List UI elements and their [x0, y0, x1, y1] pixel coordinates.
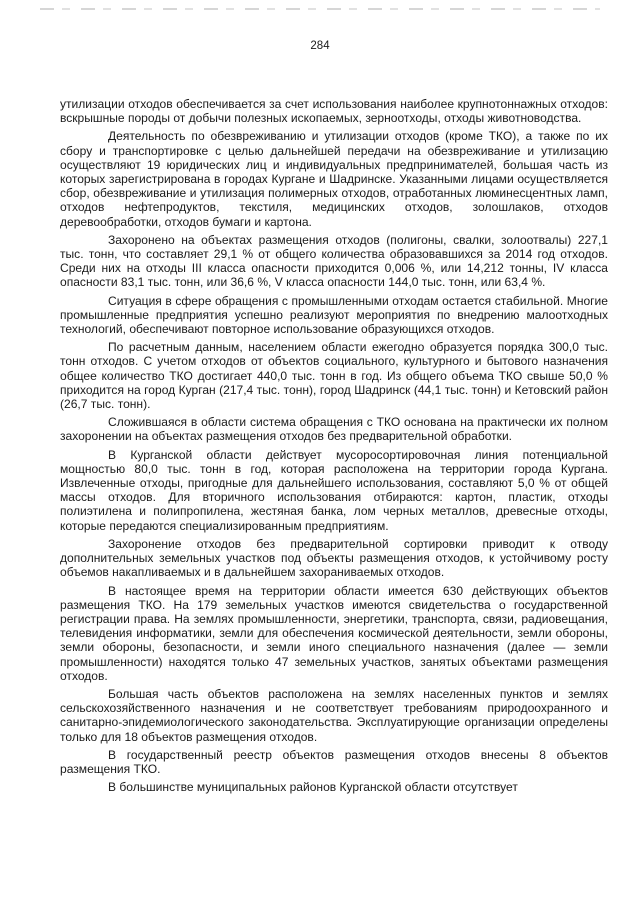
document-body: [60, 97, 608, 798]
paragraph-6: Сложившаяся в области система обращения с ТКО основана на практически их полном захоронении на объектах размещения отходов без предварительной обработки.: [60, 415, 608, 444]
paragraph-8: Захоронение отходов без предварительной сортировки приводит к отводу дополнительных земельных участков под объекты размещения отходов, к устойчивому росту объемов накапливаемых и в дальнейшем захораниваемых отходов.: [60, 536, 608, 580]
paragraph-4: Ситуация в сфере обращения с промышленными отходам остается стабильной. Многие промышленные предприятия успешно реализуют мероприятия по внедрению малоотходных технологий, обеспечивают повторное использование образующихся отходов.: [60, 293, 608, 337]
scan-artifact-line: [40, 8, 600, 10]
paragraph-9: В настоящее время на территории области имеется 630 действующих объектов размещения ТКО. На 179 земельных участков имеются свидетельства о государственной регистрации права. На землях промышленности, энергетики, транспорта, связи, радиовещания, телевидения информатики, земли для обеспечения космической деятельности, земли обороны, земли обороны, безопасности, и земли иного специального назначения (далее — земли промышленности) находятся только 47 земельных участков, занятых объектами размещения отходов.: [60, 583, 608, 683]
paragraph-2: Деятельность по обезвреживанию и утилизации отходов (кроме ТКО), а также по их сбору и транспортировке с целью дальнейшей передачи на обезвреживание и утилизацию осуществляют 19 юридических лиц и индивидуальных предпринимателей, большая часть из которых зарегистрирована в городах Кургане и Шадринске. Указанными лицами осуществляется сбор, обезвреживание и утилизация полимерных отходов, отработанных люминесцентных ламп, отходов нефтепродуктов, текстиля, медицинских отходов, золошлаков, отходов деревообработки, отходов бумаги и картона.: [60, 129, 608, 229]
paragraph-10: Большая часть объектов расположена на землях населенных пунктов и землях сельскохозяйственного назначения и не соответствует требованиям природоохранного и санитарно-эпидемиологического законодательства. Эксплуатирующие организации определены только для 18 объектов размещения отходов.: [60, 686, 608, 744]
paragraph-3: Захоронено на объектах размещения отходов (полигоны, свалки, золоотвалы) 227,1 тыс. тонн, что составляет 29,1 % от общего количества образовавшихся за 2014 год отходов. Среди них на отходы III класса опасности приходится 0,006 %, или 14,212 тонны, IV класса опасности 83,1 тыс. тонн, или 36,6 %, V класса опасности 144,0 тыс. тонн, или 63,4 %.: [60, 232, 608, 290]
paragraph-11: В государственный реестр объектов размещения отходов внесены 8 объектов размещения ТКО.: [60, 747, 608, 776]
paragraph-12: В большинстве муниципальных районов Курганской области отсутствует: [108, 780, 518, 795]
paragraph-5: По расчетным данным, населением области ежегодно образуется порядка 300,0 тыс. тонн отходов. С учетом отходов от объектов социального, культурного и бытового назначения общее количество ТКО достигает 440,0 тыс. тонн в год. Из общего объема ТКО свыше 50,0 % приходится на город Курган (217,4 тыс. тонн), город Шадринск (44,1 тыс. тонн) и Кетовский район (26,7 тыс. тонн).: [60, 340, 608, 412]
page-number: 284: [310, 40, 330, 52]
paragraph-7: В Курганской области действует мусоросортировочная линия потенциальной мощностью 80,0 тыс. тонн в год, которая расположена на территории города Кургана. Извлеченные отходы, пригодные для дальнейшего использования, составляют 5,0 % от общей массы отходов. Для вторичного использования отбираются: картон, пластик, отходы полиэтилена и полипропилена, жестяная банка, лом черных металлов, древесные отходы, которые передаются специализированным предприятиям.: [60, 447, 608, 533]
paragraph-1: утилизации отходов обеспечивается за счет использования наиболее крупнотоннажных отходов: вскрышные породы от добычи полезных ископаемых, зерноотходы, отходы животноводства.: [60, 97, 608, 126]
